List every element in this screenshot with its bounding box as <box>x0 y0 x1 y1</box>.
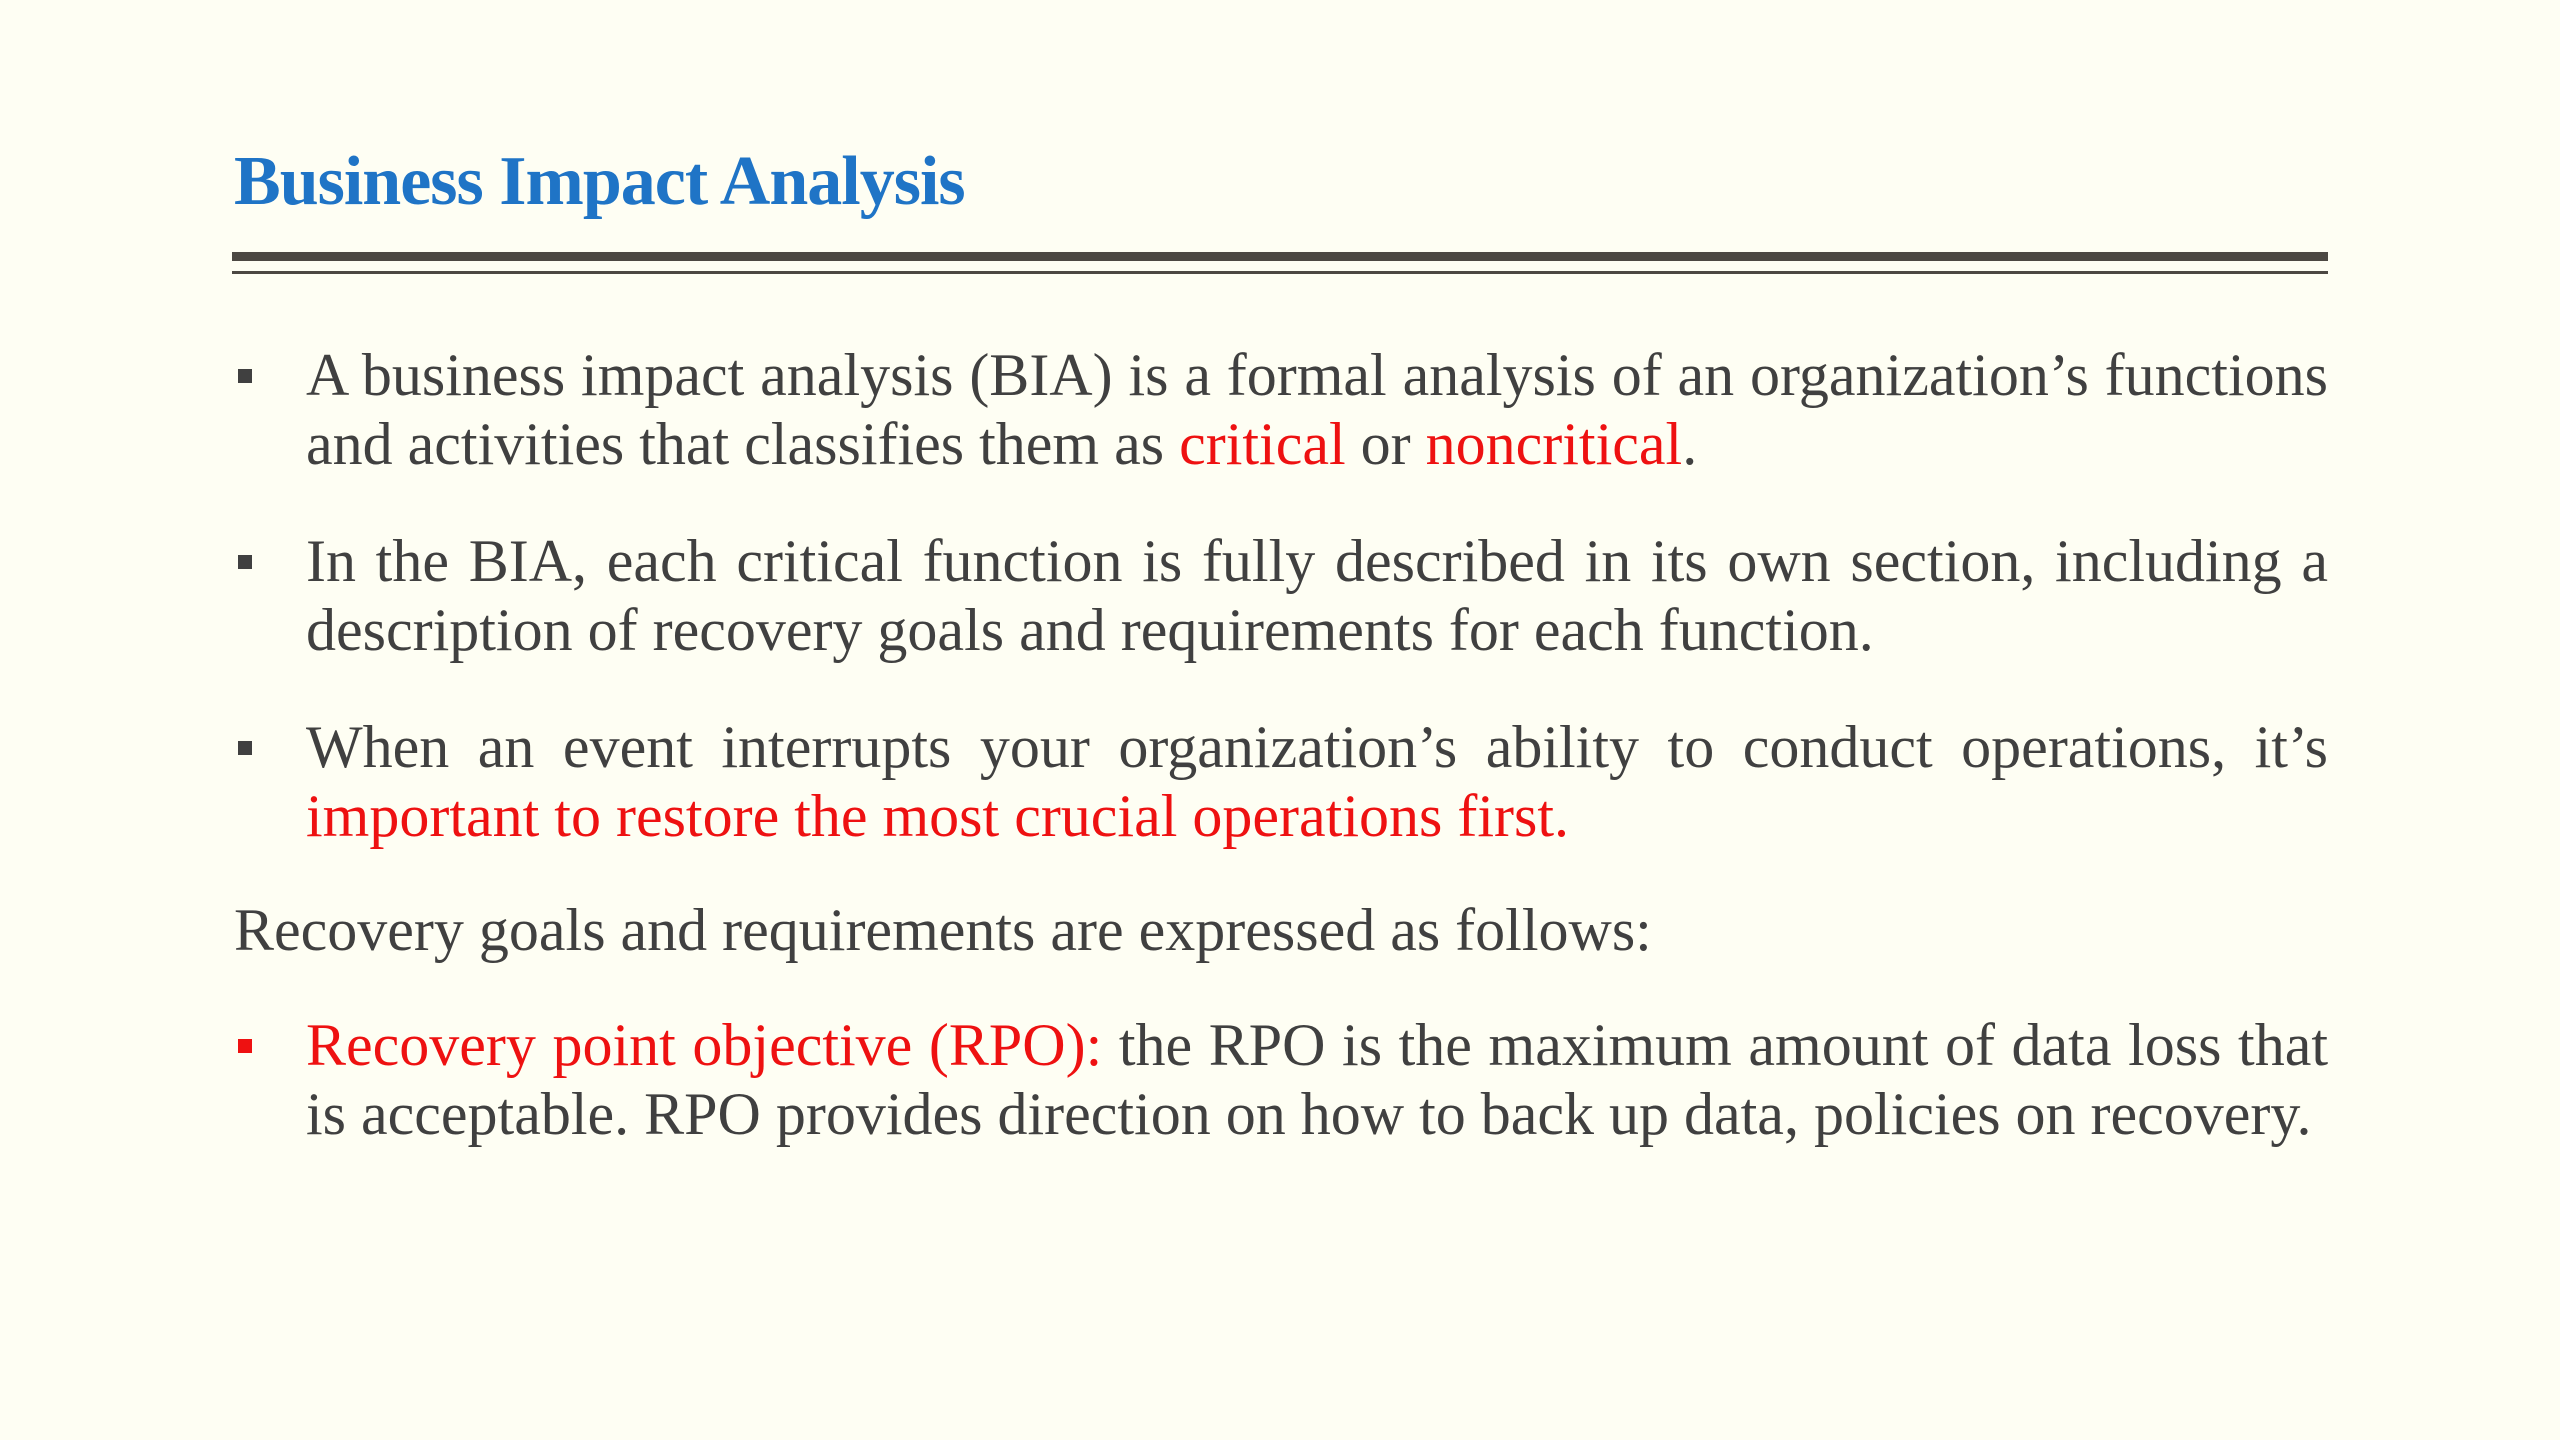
bullet-square-red-icon <box>238 1039 252 1053</box>
bullet-text: A business impact analysis (BIA) is a formal analysis of an organization’s functions and activities that classifies them as <box>306 342 2328 477</box>
bullet-square-icon <box>238 555 252 569</box>
slide-body <box>234 341 2328 1197</box>
title-divider-thick <box>232 252 2328 261</box>
recovery-goals-intro: Recovery goals and requirements are expressed as follows: <box>234 897 1652 963</box>
bullet-bia-definition <box>234 341 2328 479</box>
bullet-rpo <box>234 1011 2328 1149</box>
slide-title: Business Impact Analysis <box>234 143 965 220</box>
bullet-square-icon <box>238 369 252 383</box>
bullet-text: When an event interrupts your organization’s ability to conduct operations, it’s <box>306 714 2328 780</box>
title-divider-thin <box>232 271 2328 274</box>
bullet-bia-sections <box>234 527 2328 665</box>
highlight-noncritical: noncritical <box>1425 411 1683 477</box>
highlight-restore-first: important to restore the most crucial operations first. <box>306 783 1569 849</box>
bullet-text: . <box>1682 411 1698 477</box>
bullet-text: or <box>1345 411 1426 477</box>
bullet-text: In the BIA, each critical function is fully described in its own section, including a description of recovery goals and requirements for each function. <box>306 528 2328 663</box>
bullet-restore-operations <box>234 713 2328 851</box>
term-rpo: Recovery point objective (RPO): <box>306 1012 1103 1078</box>
bullet-square-icon <box>238 741 252 755</box>
highlight-critical: critical <box>1179 411 1346 477</box>
bullet-text: the RPO is the maximum amount of data loss that is acceptable. RPO provides direction on how to back up data, policies on recovery. <box>306 1012 2329 1147</box>
